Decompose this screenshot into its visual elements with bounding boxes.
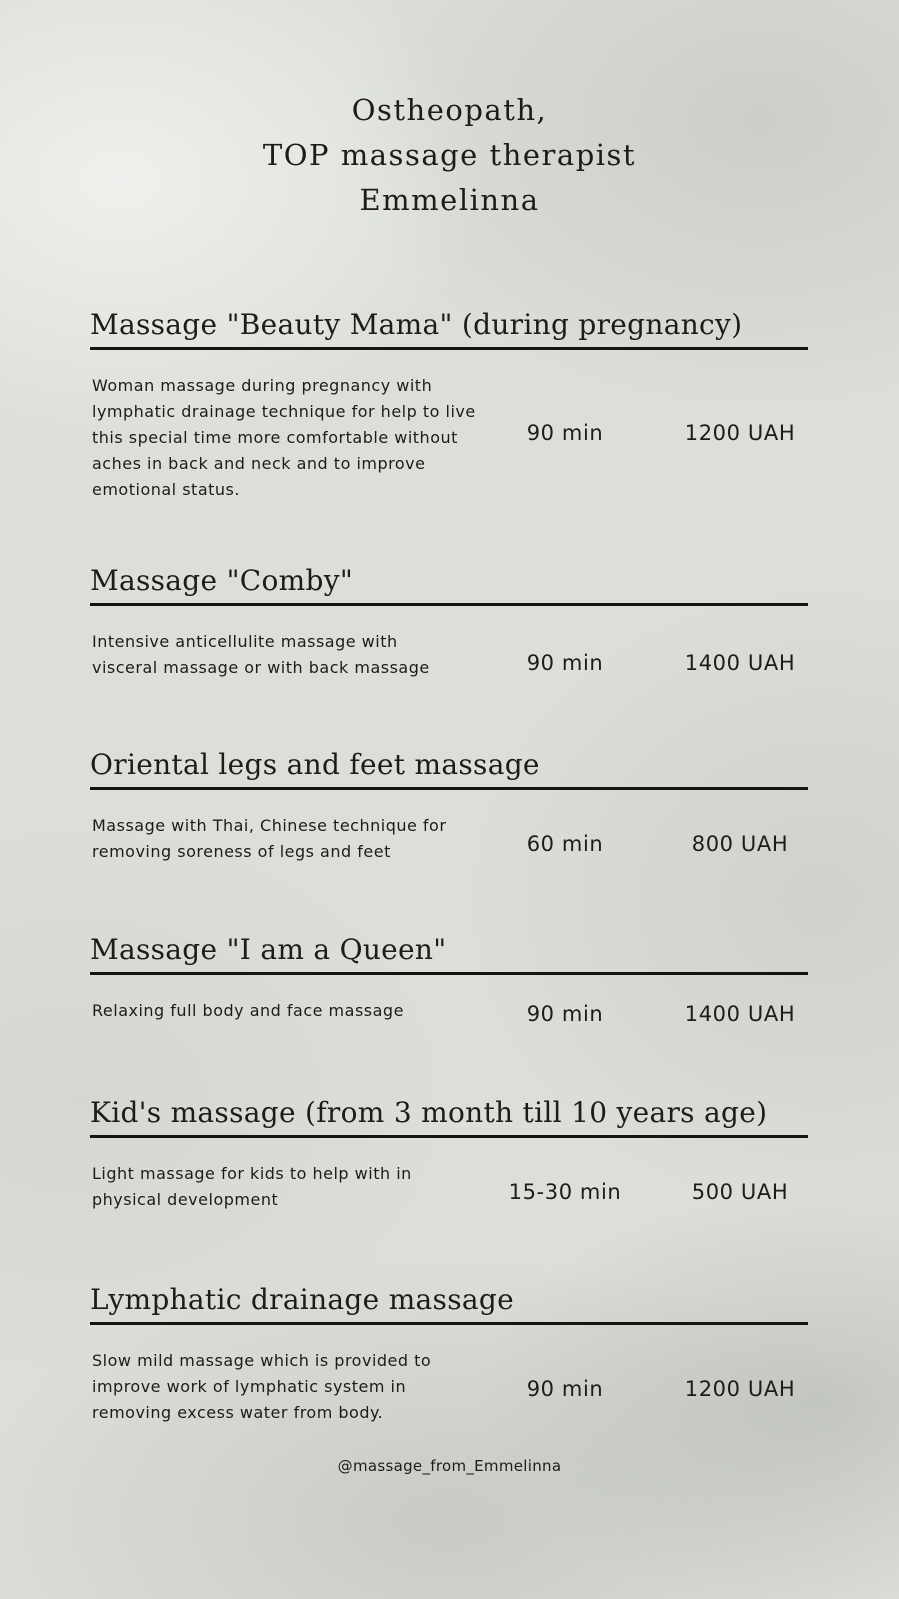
service-description: Massage with Thai, Chinese technique for removing soreness of legs and feet [92,816,447,861]
service-queen [90,932,808,1052]
service-title: Kid's massage (from 3 month till 10 years age) [90,1096,768,1129]
instagram-handle[interactable]: @massage_from_Emmelinna [337,1457,562,1475]
service-description: Woman massage during pregnancy with lymphatic drainage technique for help to live this special time more comfortable without aches in back and neck and to improve emotional status. [92,376,476,499]
service-price: 500 UAH [691,1180,789,1204]
service-oriental [90,747,808,877]
title-line-3: Emmelinna [359,183,540,217]
service-price: 1200 UAH [684,421,796,445]
page-title [0,88,899,223]
service-price: 1400 UAH [684,1002,796,1026]
service-description: Intensive anticellulite massage with visceral massage or with back massage [92,632,430,677]
section-divider [90,787,808,790]
section-divider [90,1322,808,1325]
service-title: Massage "Beauty Mama" (during pregnancy) [90,308,743,341]
service-price: 1400 UAH [684,651,796,675]
service-duration: 90 min [526,651,604,675]
section-divider [90,972,808,975]
section-divider [90,347,808,350]
service-title: Massage "Comby" [90,564,354,597]
section-divider [90,603,808,606]
title-line-1: Ostheopath, [351,93,548,127]
service-comby [90,563,808,683]
service-price: 1200 UAH [684,1377,796,1401]
service-duration: 90 min [526,421,604,445]
service-price: 800 UAH [691,832,789,856]
service-beauty-mama [90,307,808,497]
service-title: Lymphatic drainage massage [90,1283,514,1316]
service-duration: 60 min [526,832,604,856]
title-line-2: TOP massage therapist [262,138,637,172]
service-description: Light massage for kids to help with in physical development [92,1164,412,1209]
service-description: Slow mild massage which is provided to improve work of lymphatic system in removing excess water from body. [92,1351,432,1422]
service-lymphatic [90,1282,808,1452]
service-duration: 15-30 min [508,1180,622,1204]
service-duration: 90 min [526,1002,604,1026]
section-divider [90,1135,808,1138]
service-title: Oriental legs and feet massage [90,748,540,781]
service-duration: 90 min [526,1377,604,1401]
service-title: Massage "I am a Queen" [90,933,447,966]
service-description: Relaxing full body and face massage [92,1001,404,1020]
service-kids [90,1095,808,1225]
